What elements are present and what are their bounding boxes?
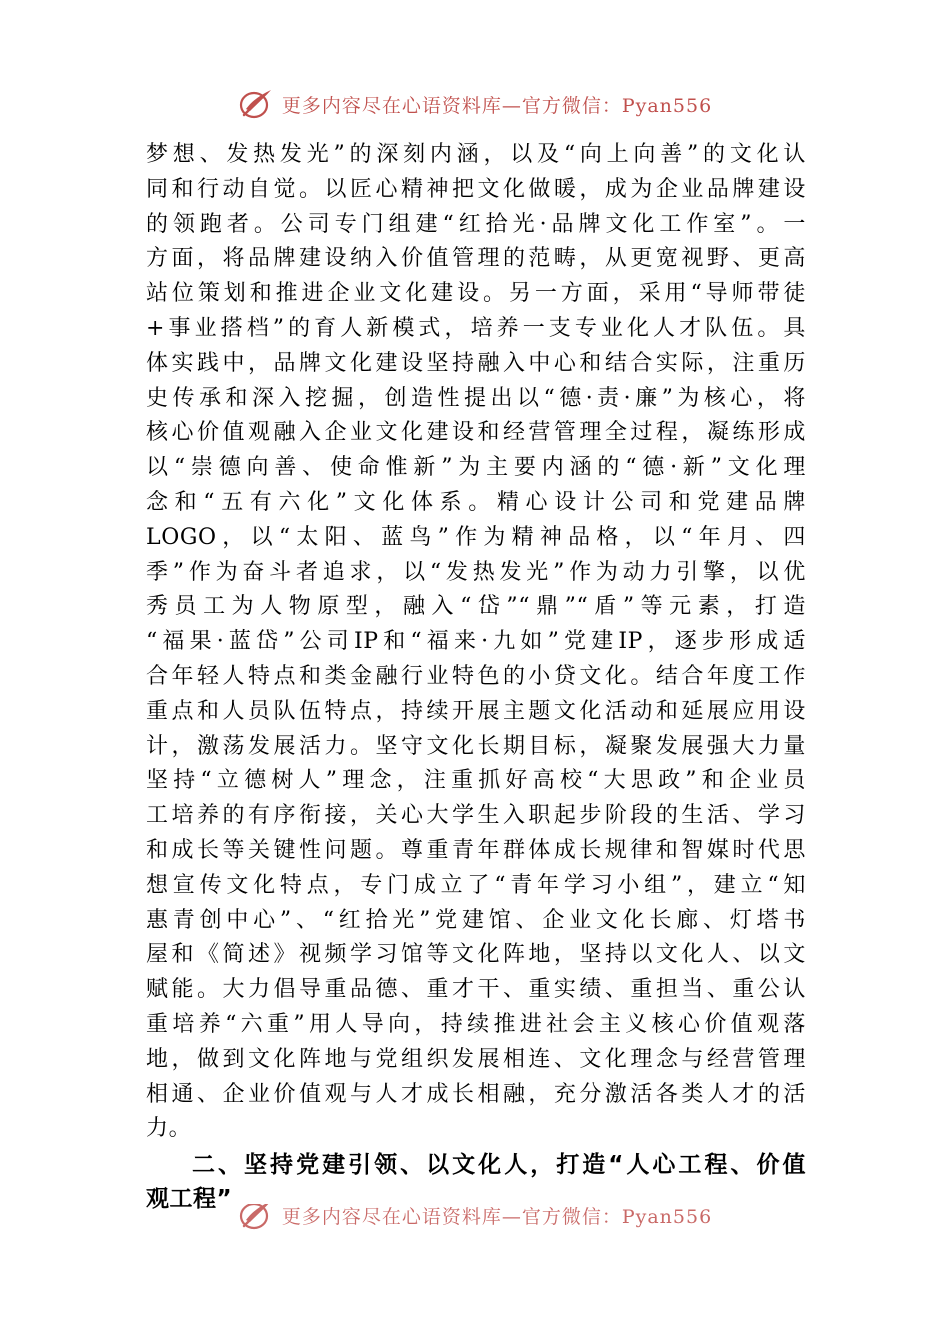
body-line: “福果·蓝岱”公司IP和“福来·九如”党建IP，逐步形成适: [146, 629, 806, 655]
watermark-footer-text: 更多内容尽在心语资料库—官方微信：Pyan556: [281, 1205, 713, 1228]
body-line: 想宣传文化特点，专门成立了“青年学习小组”，建立“知: [146, 872, 806, 898]
quill-logo-icon: [238, 87, 274, 121]
body-line: 以“崇德向善、使命惟新”为主要内涵的“德·新”文化理: [146, 455, 806, 481]
body-line: 相通、企业价值观与人才成长相融，充分激活各类人才的活: [146, 1081, 806, 1107]
body-line: 屋和《简述》视频学习馆等文化阵地，坚持以文化人、以文: [146, 942, 806, 968]
body-line: 同和行动自觉。以匠心精神把文化做暖，成为企业品牌建设: [146, 176, 806, 202]
body-line: 重培养“六重”用人导向，持续推进社会主义核心价值观落: [146, 1011, 806, 1037]
body-line: 体实践中，品牌文化建设坚持融入中心和结合实际，注重历: [146, 350, 806, 376]
body-line: 念和“五有六化”文化体系。精心设计公司和党建品牌: [146, 489, 806, 515]
body-line: 重点和人员队伍特点，持续开展主题文化活动和延展应用设: [146, 698, 806, 724]
body-line: 工培养的有序衔接，关心大学生入职起步阶段的生活、学习: [146, 803, 806, 829]
body-line: 合年轻人特点和类金融行业特色的小贷文化。结合年度工作: [146, 663, 806, 689]
body-line: 方面，将品牌建设纳入价值管理的范畴，从更宽视野、更高: [146, 246, 806, 272]
watermark-footer: [0, 1204, 950, 1240]
body-line: 惠青创中心”、“红拾光”党建馆、企业文化长廊、灯塔书: [146, 907, 806, 933]
watermark-footer-inner: [238, 1204, 712, 1232]
body-line: 力。: [146, 1116, 192, 1142]
body-line: 的领跑者。公司专门组建“红拾光·品牌文化工作室”。一: [146, 211, 806, 237]
body-line: 史传承和深入挖掘，创造性提出以“德·责·廉”为核心，将: [146, 385, 806, 411]
body-line: 站位策划和推进企业文化建设。另一方面，采用“导师带徒: [146, 281, 806, 307]
body-line: 季”作为奋斗者追求，以“发热发光”作为动力引擎，以优: [146, 559, 806, 585]
body-paragraph: [146, 138, 806, 1147]
body-line: 秀员工为人物原型，融入“岱”“鼎”“盾”等元素，打造: [146, 594, 806, 620]
watermark-header-text: 更多内容尽在心语资料库—官方微信：Pyan556: [281, 94, 713, 117]
body-line: 计，激荡发展活力。坚守文化长期目标，凝聚发展强大力量: [146, 733, 806, 759]
body-line: 和成长等关键性问题。尊重青年群体成长规律和智媒时代思: [146, 837, 806, 863]
body-line: 梦想、发热发光”的深刻内涵，以及“向上向善”的文化认: [146, 142, 806, 167]
heading-line: 观工程”: [146, 1186, 233, 1212]
body-line: +事业搭档”的育人新模式，培养一支专业化人才队伍。具: [146, 315, 806, 341]
body-line: 赋能。大力倡导重品德、重才干、重实绩、重担当、重公认: [146, 977, 806, 1003]
watermark-header: [0, 84, 950, 124]
heading-line: 二、坚持党建引领、以文化人，打造“人心工程、价值: [192, 1152, 806, 1178]
body-line: 坚持“立德树人”理念，注重抓好高校“大思政”和企业员: [146, 768, 806, 794]
quill-logo-icon: [238, 1204, 274, 1232]
body-line: 核心价值观融入企业文化建设和经营管理全过程，凝练形成: [146, 420, 806, 446]
watermark-header-inner: [238, 87, 712, 121]
body-line: LOGO，以“太阳、蓝鸟”作为精神品格，以“年月、四: [146, 524, 806, 550]
body-line: 地，做到文化阵地与党组织发展相连、文化理念与经营管理: [146, 1046, 806, 1072]
